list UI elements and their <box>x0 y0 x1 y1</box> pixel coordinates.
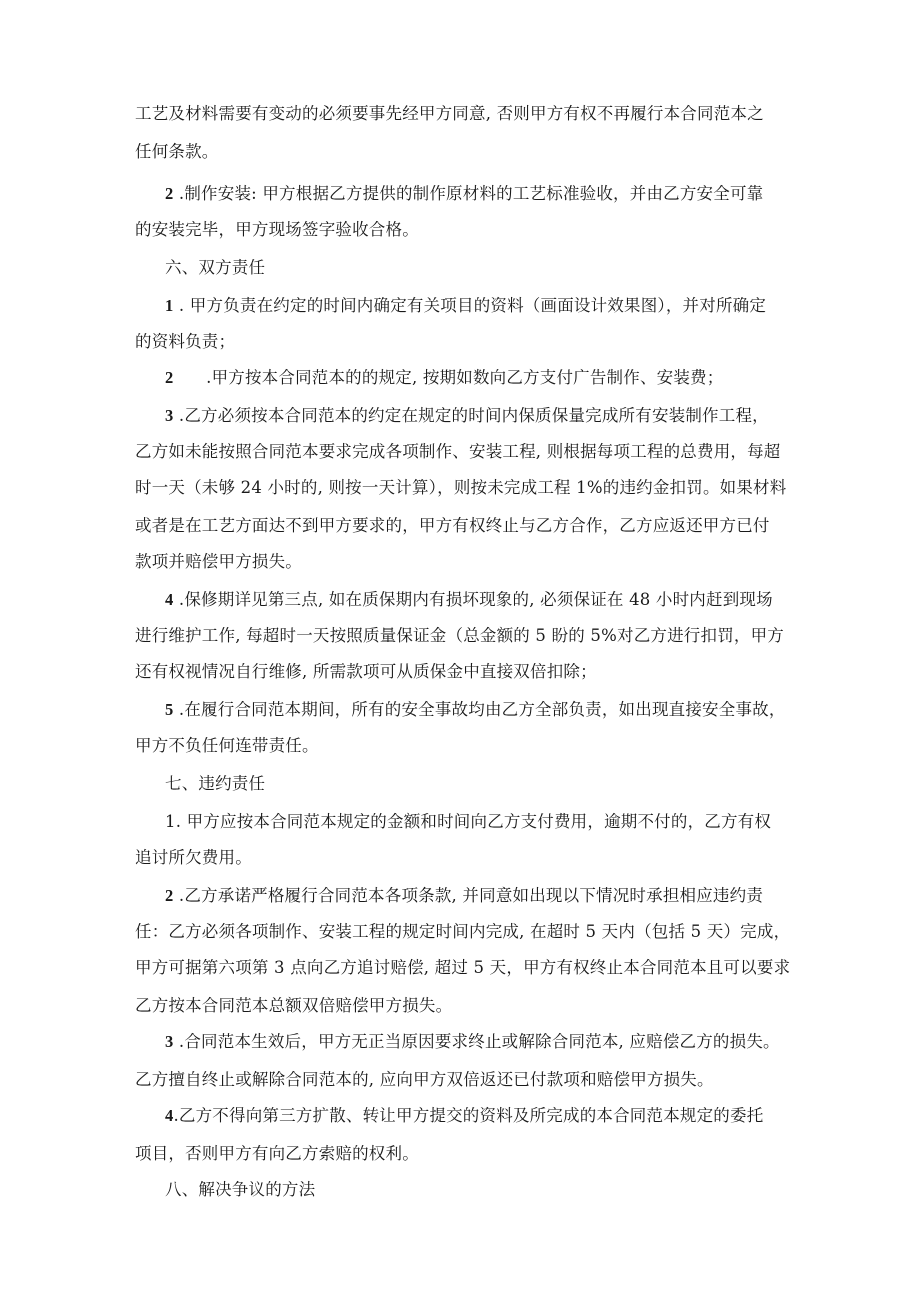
p6-line-2: 甲方不负任何连带责任。 <box>135 736 319 755</box>
p0-line-1: 工艺及材料需要有变动的必须要事先经甲方同意, 否则甲方有权不再履行本合同范本之 <box>135 104 764 123</box>
p5-line-1 <box>165 588 825 612</box>
p2-line-2: 的资料负责； <box>135 332 236 351</box>
p8-line-1 <box>165 884 825 908</box>
p6-text-1: .在履行合同范本期间，所有的安全事故均由乙方全部负责，如出现直接安全事故， <box>173 700 786 719</box>
p2-line-1 <box>165 294 825 318</box>
p5-number: 4 <box>165 590 174 609</box>
p10-text-1: .乙方不得向第三方扩散、转让甲方提交的资料及所完成的本合同范本规定的委托 <box>173 1106 764 1125</box>
p10-line-2: 项目，否则甲方有向乙方索赔的权利。 <box>135 1144 419 1163</box>
p9-line-2: 乙方擅自终止或解除合同范本的, 应向甲方双倍返还已付款项和赔偿甲方损失。 <box>135 1070 714 1089</box>
p8-line-4: 乙方按本合同范本总额双倍赔偿甲方损失。 <box>135 996 453 1015</box>
p9-number: 3 <box>165 1032 174 1051</box>
p4-line-2: 乙方如未能按照合同范本要求完成各项制作、安装工程, 则根据每项工程的总费用，每超 <box>135 442 781 461</box>
p4-line-5: 款项并赔偿甲方损失。 <box>135 552 302 571</box>
section-heading-6: 六、双方责任 <box>165 258 266 277</box>
p8-line-2: 任：乙方必须各项制作、安装工程的规定时间内完成, 在超时 5 天内（包括 5 天）完成， <box>135 922 791 941</box>
p4-text-1: .乙方必须按本合同范本的约定在规定的时间内保质保量完成所有安装制作工程， <box>173 406 769 425</box>
p4-number: 3 <box>165 406 174 425</box>
p1-text-1: .制作安装: 甲方根据乙方提供的制作原材料的工艺标准验收，并由乙方安全可靠 <box>173 184 764 203</box>
p4-line-4: 或者是在工艺方面达不到甲方要求的，甲方有权终止与乙方合作，乙方应返还甲方已付 <box>135 516 770 535</box>
p6-number: 5 <box>165 700 174 719</box>
p10-line-1 <box>165 1104 825 1128</box>
p4-line-1 <box>165 404 825 428</box>
section-heading-7: 七、违约责任 <box>165 774 266 793</box>
section-heading-8: 八、解决争议的方法 <box>165 1180 316 1199</box>
p3-text-1: .甲方按本合同范本的的规定, 按期如数向乙方支付广告制作、安装费； <box>173 368 724 387</box>
p3-number: 2 <box>165 368 174 387</box>
p2-text-1: . 甲方负责在约定的时间内确定有关项目的资料（画面设计效果图），并对所确定 <box>173 296 767 315</box>
p10-number: 4 <box>165 1106 174 1125</box>
p5-line-3: 还有权视情况自行维修, 所需款项可从质保金中直接双倍扣除； <box>135 662 597 681</box>
p1-number: 2 <box>165 184 174 203</box>
p9-text-1: .合同范本生效后，甲方无正当原因要求终止或解除合同范本, 应赔偿乙方的损失。 <box>173 1032 780 1051</box>
p6-line-1 <box>165 698 825 722</box>
p0-line-2: 任何条款。 <box>135 142 219 161</box>
p4-line-3: 时一天（未够 24 小时的, 则按一天计算），则按未完成工程 1%的违约金扣罚。如果材料 <box>135 478 787 497</box>
p5-line-2: 进行维护工作, 每超时一天按照质量保证金（总金额的 5 盼的 5%对乙方进行扣罚，甲方 <box>135 626 784 645</box>
p5-text-1: .保修期详见第三点, 如在质保期内有损坏现象的, 必须保证在 48 小时内赶到现场 <box>173 590 773 609</box>
p9-line-1 <box>165 1030 825 1054</box>
p3-line-1 <box>165 366 825 390</box>
p1-line-2: 的安装完毕，甲方现场签字验收合格。 <box>135 220 419 239</box>
p7-line-2: 追讨所欠费用。 <box>135 848 252 867</box>
p8-text-1: .乙方承诺严格履行合同范本各项条款, 并同意如出现以下情况时承担相应违约责 <box>173 886 764 905</box>
p2-number: 1 <box>165 296 174 315</box>
p1-line-1 <box>165 182 825 206</box>
p7-line-1: 1. 甲方应按本合同范本规定的金额和时间向乙方支付费用，逾期不付的，乙方有权 <box>165 812 772 831</box>
p8-line-3: 甲方可据第六项第 3 点向乙方追讨赔偿, 超过 5 天，甲方有权终止本合同范本且可以要求 <box>135 958 791 977</box>
p8-number: 2 <box>165 886 174 905</box>
